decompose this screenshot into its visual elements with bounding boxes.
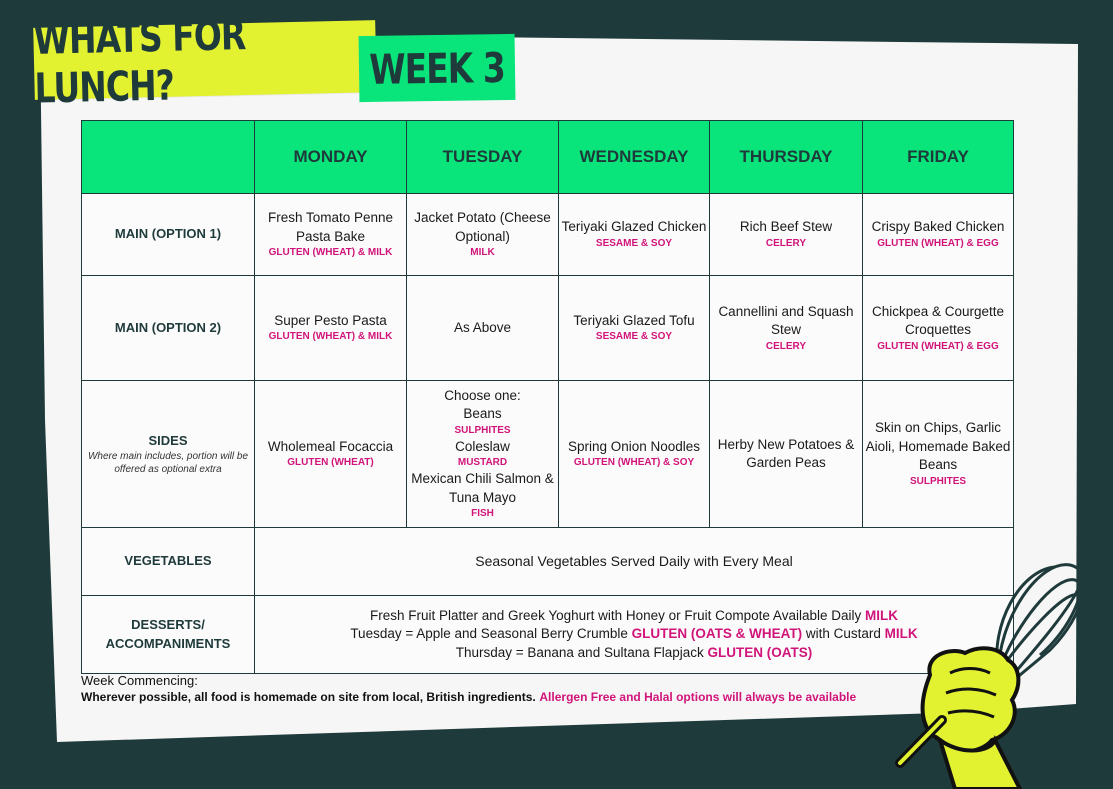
allergen-label: MILK xyxy=(470,247,495,258)
allergen-label: GLUTEN (WHEAT) xyxy=(287,457,374,469)
dish-name: Skin on Chips, Garlic Aioli, Homemade Baked Beans xyxy=(865,420,1011,473)
menu-cell xyxy=(407,194,559,276)
choose-one-label: Choose one: xyxy=(444,387,521,403)
allergen-label: SULPHITES xyxy=(454,424,511,436)
row-label-main-1: MAIN (OPTION 1) xyxy=(82,194,255,276)
dessert-text: Thursday = Banana and Sultana Flapjack xyxy=(455,644,704,660)
allergen-label: GLUTEN (WHEAT) & SOY xyxy=(573,457,695,469)
row-label-sides xyxy=(82,381,255,528)
day-header-tuesday: TUESDAY xyxy=(407,121,559,194)
page-title: WHATS FOR LUNCH? xyxy=(32,10,246,113)
dish-name: Beans xyxy=(463,406,502,422)
dessert-text: Fresh Fruit Platter and Greek Yoghurt with Honey or Fruit Compote Available Daily xyxy=(370,607,862,623)
desserts-row xyxy=(82,596,1014,674)
main-option-1-row xyxy=(82,194,1014,276)
dish-name: Teriyaki Glazed Tofu xyxy=(573,312,695,328)
day-header-thursday: THURSDAY xyxy=(710,121,863,194)
dessert-text: with Custard xyxy=(805,626,881,642)
dessert-text: Tuesday = Apple and Seasonal Berry Crumble xyxy=(350,626,628,642)
dish-name: Herby New Potatoes & Garden Peas xyxy=(717,436,855,470)
week-commencing-label: Week Commencing: xyxy=(81,673,198,688)
week-banner xyxy=(359,34,516,102)
allergen-label: GLUTEN (WHEAT) & MILK xyxy=(268,247,393,258)
allergen-label: GLUTEN (WHEAT) & EGG xyxy=(877,340,999,352)
main-option-2-row xyxy=(82,276,1014,381)
row-label-vegetables: VEGETABLES xyxy=(82,528,255,596)
header-corner xyxy=(82,121,255,194)
dish-name: Mexican Chili Salmon & Tuna Mayo xyxy=(411,471,554,505)
footer-highlight: Allergen Free and Halal options will always be available xyxy=(539,690,857,704)
allergen-label: GLUTEN (WHEAT) & EGG xyxy=(877,237,999,249)
dish-name: Jacket Potato (Cheese Optional) xyxy=(414,210,551,244)
row-label-main-2: MAIN (OPTION 2) xyxy=(82,276,255,381)
menu-cell xyxy=(255,276,407,381)
day-header-friday: FRIDAY xyxy=(863,121,1014,194)
dish-name: Coleslaw xyxy=(455,438,510,454)
row-label-desserts: DESSERTS/ ACCOMPANIMENTS xyxy=(82,596,255,674)
day-header-monday: MONDAY xyxy=(255,121,407,194)
footer-note: Wherever possible, all food is homemade on site from local, British ingredients. xyxy=(81,690,536,704)
menu-cell xyxy=(863,194,1014,276)
menu-cell xyxy=(407,276,559,381)
dish-name: Super Pesto Pasta xyxy=(274,312,387,328)
dish-name: Spring Onion Noodles xyxy=(567,438,701,454)
menu-cell xyxy=(863,276,1014,381)
whisk-hand-illustration-icon xyxy=(880,555,1113,789)
allergen-label: MILK xyxy=(865,607,898,623)
menu-cell xyxy=(255,381,407,528)
menu-cell xyxy=(559,276,710,381)
menu-cell xyxy=(710,194,863,276)
menu-cell xyxy=(863,381,1014,528)
dish-name: Rich Beef Stew xyxy=(739,219,833,235)
sides-label: SIDES xyxy=(148,432,188,448)
allergen-label: GLUTEN (OATS) xyxy=(707,644,813,660)
dish-name: Cannellini and Squash Stew xyxy=(718,303,854,337)
menu-cell xyxy=(710,276,863,381)
allergen-label: GLUTEN (WHEAT) & MILK xyxy=(268,331,393,343)
allergen-label: MILK xyxy=(884,626,918,642)
allergen-label: CELERY xyxy=(765,340,807,352)
allergen-label: CELERY xyxy=(765,237,807,249)
dish-name: Crispy Baked Chicken xyxy=(871,219,1005,235)
allergen-label: SESAME & SOY xyxy=(595,331,673,343)
dish-name: As Above xyxy=(453,319,512,335)
sides-row xyxy=(82,381,1014,528)
menu-cell xyxy=(255,194,407,276)
dish-name: Wholemeal Focaccia xyxy=(267,438,394,454)
dish-name: Teriyaki Glazed Chicken xyxy=(561,219,707,235)
allergen-label: MUSTARD xyxy=(457,457,508,469)
menu-cell xyxy=(559,194,710,276)
vegetables-row xyxy=(82,528,1014,596)
lunch-menu-table xyxy=(81,120,1014,674)
menu-cell xyxy=(407,381,559,528)
allergen-label: GLUTEN (OATS & WHEAT) xyxy=(631,626,803,642)
dish-name: Chickpea & Courgette Croquettes xyxy=(871,303,1005,337)
sides-sublabel: Where main includes, portion will be offered as optional extra xyxy=(87,451,249,476)
title-banner xyxy=(32,10,377,113)
footer xyxy=(81,673,941,705)
week-label: WEEK 3 xyxy=(368,42,506,94)
vegetables-text: Seasonal Vegetables Served Daily with Every Meal xyxy=(255,528,1014,596)
day-header-wednesday: WEDNESDAY xyxy=(559,121,710,194)
allergen-label: FISH xyxy=(471,508,494,520)
menu-cell xyxy=(559,381,710,528)
dish-name: Fresh Tomato Penne Pasta Bake xyxy=(267,210,394,244)
allergen-label: SESAME & SOY xyxy=(595,237,673,249)
menu-cell xyxy=(710,381,863,528)
days-header-row xyxy=(82,121,1014,194)
allergen-label: SULPHITES xyxy=(909,475,967,487)
